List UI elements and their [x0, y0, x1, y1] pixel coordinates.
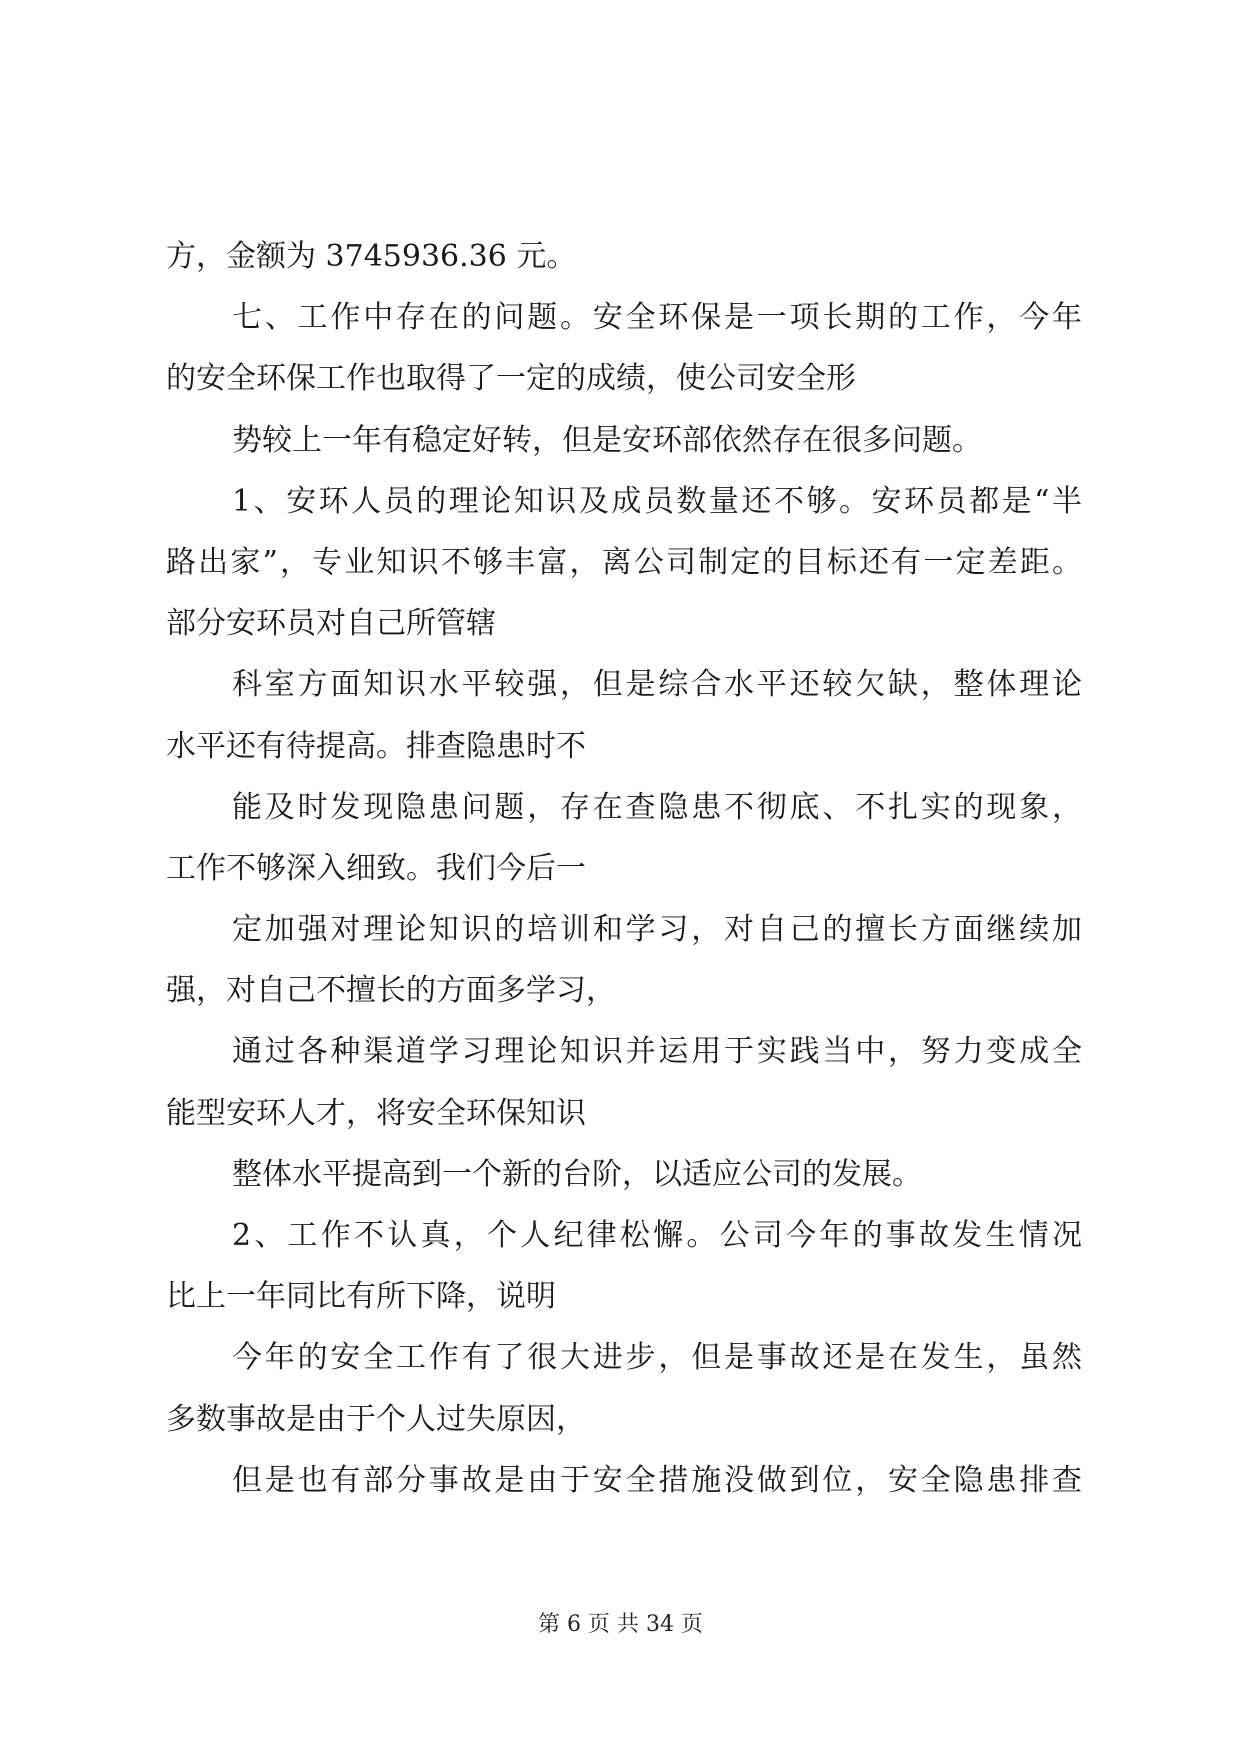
text-line-9: 水平还有待提高。排查隐患时不 [166, 728, 586, 764]
page-footer: 第 6 页 共 34 页 [538, 1612, 703, 1637]
text-line-14: 通过各种渠道学习理论知识并运用于实践当中，努力变成全 [232, 1034, 1082, 1070]
text-line-17: 2、工作不认真，个人纪律松懈。公司今年的事故发生情况 [232, 1218, 1082, 1253]
text-line-16: 整体水平提高到一个新的台阶，以适应公司的发展。 [232, 1156, 922, 1192]
text-line-19: 今年的安全工作有了很大进步，但是事故还是在发生，虽然 [232, 1340, 1082, 1376]
text-line-18: 比上一年同比有所下降，说明 [166, 1279, 556, 1315]
text-line-10: 能及时发现隐患问题，存在查隐患不彻底、不扎实的现象， [232, 789, 1082, 825]
text-line-7: 部分安环员对自己所管辖 [166, 606, 496, 642]
text-line-8: 科室方面知识水平较强，但是综合水平还较欠缺，整体理论 [232, 667, 1082, 703]
text-line-15: 能型安环人才，将安全环保知识 [166, 1095, 586, 1131]
body-text [166, 226, 1082, 1511]
text-line-2: 七、工作中存在的问题。安全环保是一项长期的工作，今年 [232, 300, 1082, 336]
text-line-6: 路出家”，专业知识不够丰富，离公司制定的目标还有一定差距。 [166, 544, 1082, 580]
text-line-11: 工作不够深入细致。我们今后一 [166, 850, 586, 886]
text-line-21: 但是也有部分事故是由于安全措施没做到位，安全隐患排查 [232, 1462, 1082, 1498]
text-line-4: 势较上一年有稳定好转，但是安环部依然存在很多问题。 [232, 422, 982, 458]
text-line-13: 强，对自己不擅长的方面多学习， [166, 973, 616, 1009]
text-line-12: 定加强对理论知识的培训和学习，对自己的擅长方面继续加 [232, 912, 1082, 948]
text-line-5: 1、安环人员的理论知识及成员数量还不够。安环员都是“半 [232, 483, 1082, 519]
text-line-20: 多数事故是由于个人过失原因， [166, 1401, 586, 1437]
text-line-3: 的安全环保工作也取得了一定的成绩，使公司安全形 [166, 361, 856, 397]
text-line-1: 方，金额为 3745936.36 元。 [166, 239, 577, 274]
